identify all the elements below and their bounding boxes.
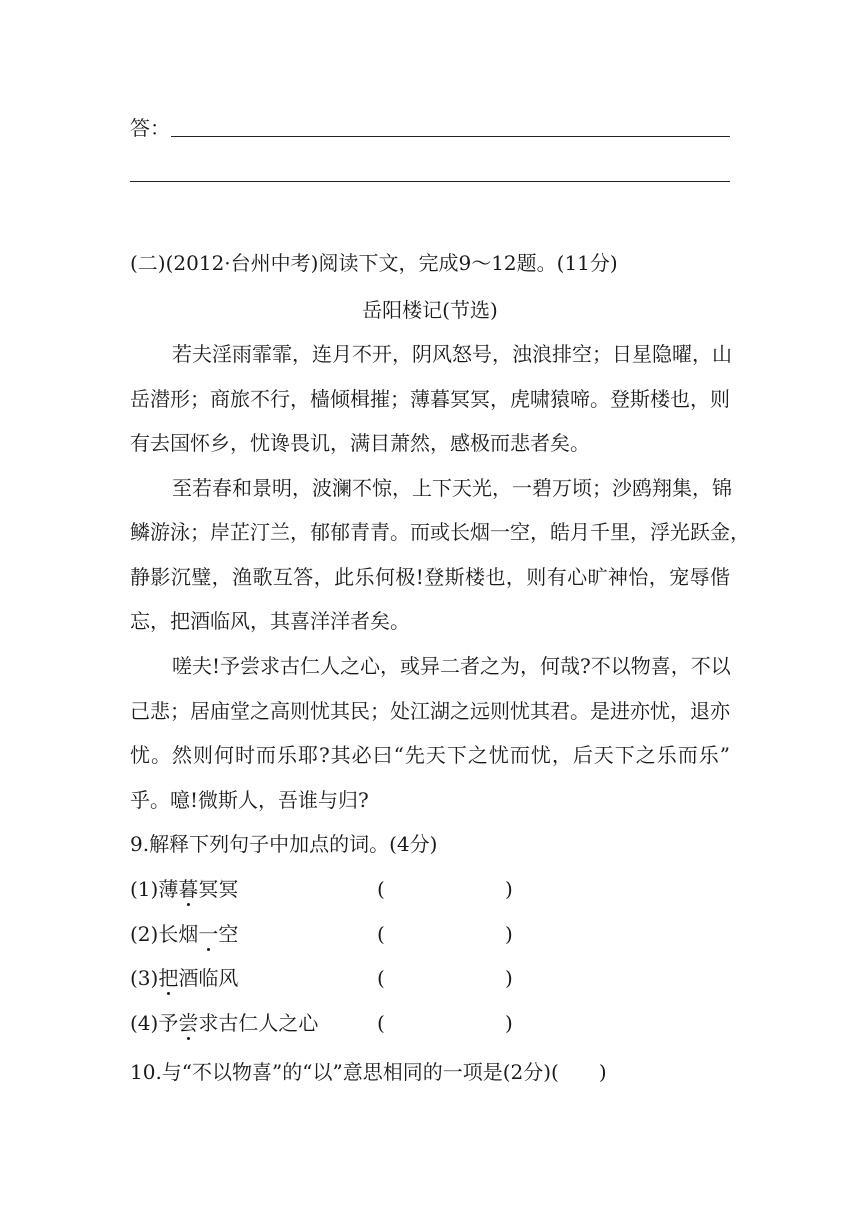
question-9-stem: 9.解释下列句子中加点的词。(4分) xyxy=(130,832,438,856)
item-number: (2) xyxy=(130,922,159,946)
item-text: 空 xyxy=(218,922,239,946)
passage-line: 嗟夫!予尝求古仁人之心，或异二者之为，何哉?不以物喜，不以 xyxy=(172,654,731,678)
item-number: (4) xyxy=(130,1011,159,1035)
item-text: 薄 xyxy=(158,877,179,901)
answer-paren-open: ( xyxy=(377,966,385,990)
passage-title: 岳阳楼记(节选) xyxy=(362,298,498,322)
item-number: (3) xyxy=(130,966,159,990)
question-9-item xyxy=(130,922,238,946)
passage-line: 有去国怀乡，忧谗畏讥，满目萧然，感极而悲者矣。 xyxy=(130,431,590,455)
passage-line: 岳潜形；商旅不行，樯倾楫摧；薄暮冥冥，虎啸猿啼。登斯楼也，则 xyxy=(130,387,730,411)
answer-paren-open: ( xyxy=(377,1011,385,1035)
answer-paren-open: ( xyxy=(377,922,385,946)
passage-line: 至若春和景明，波澜不惊，上下天光，一碧万顷；沙鸥翔集，锦 xyxy=(172,476,732,500)
question-9-item xyxy=(130,877,238,901)
passage-line: 己悲；居庙堂之高则忧其民；处江湖之远则忧其君。是进亦忧，退亦 xyxy=(130,699,730,723)
item-number: (1) xyxy=(130,877,159,901)
passage-line: 忧。然则何时而乐耶?其必曰“先天下之忧而忧，后天下之乐而乐” xyxy=(130,743,730,767)
passage-line: 乎。噫!微斯人，吾谁与归? xyxy=(130,788,369,812)
answer-paren-open: ( xyxy=(377,877,385,901)
emphasized-character: 暮 xyxy=(178,877,199,901)
section-heading: (二)(2012·台州中考)阅读下文，完成9～12题。(11分) xyxy=(130,251,618,275)
answer-paren-close: ) xyxy=(505,877,513,901)
emphasized-character: 一 xyxy=(198,922,219,946)
passage-line: 鳞游泳；岸芷汀兰，郁郁青青。而或长烟一空，皓月千里，浮光跃金， xyxy=(130,520,750,544)
answer-label: 答： xyxy=(130,116,170,140)
answer-paren-close: ) xyxy=(505,922,513,946)
question-9-item xyxy=(130,1011,318,1035)
item-text: 求古仁人之心 xyxy=(198,1011,319,1035)
question-9-item xyxy=(130,966,238,990)
item-text: 酒临风 xyxy=(178,966,239,990)
item-text: 予 xyxy=(158,1011,179,1035)
answer-line xyxy=(130,181,730,182)
passage-line: 忘，把酒临风，其喜洋洋者矣。 xyxy=(130,609,410,633)
answer-paren-close: ) xyxy=(505,1011,513,1035)
question-10-stem: 10.与“不以物喜”的“以”意思相同的一项是(2分)( ) xyxy=(130,1060,607,1084)
item-text: 冥冥 xyxy=(198,877,239,901)
answer-line xyxy=(171,136,730,137)
emphasized-character: 把 xyxy=(158,966,179,990)
passage-line: 若夫淫雨霏霏，连月不开，阴风怒号，浊浪排空；日星隐曜，山 xyxy=(172,342,732,366)
item-text: 长烟 xyxy=(158,922,199,946)
emphasized-character: 尝 xyxy=(178,1011,199,1035)
passage-line: 静影沉璧，渔歌互答，此乐何极!登斯楼也，则有心旷神怡，宠辱偕 xyxy=(130,565,730,589)
answer-paren-close: ) xyxy=(505,966,513,990)
